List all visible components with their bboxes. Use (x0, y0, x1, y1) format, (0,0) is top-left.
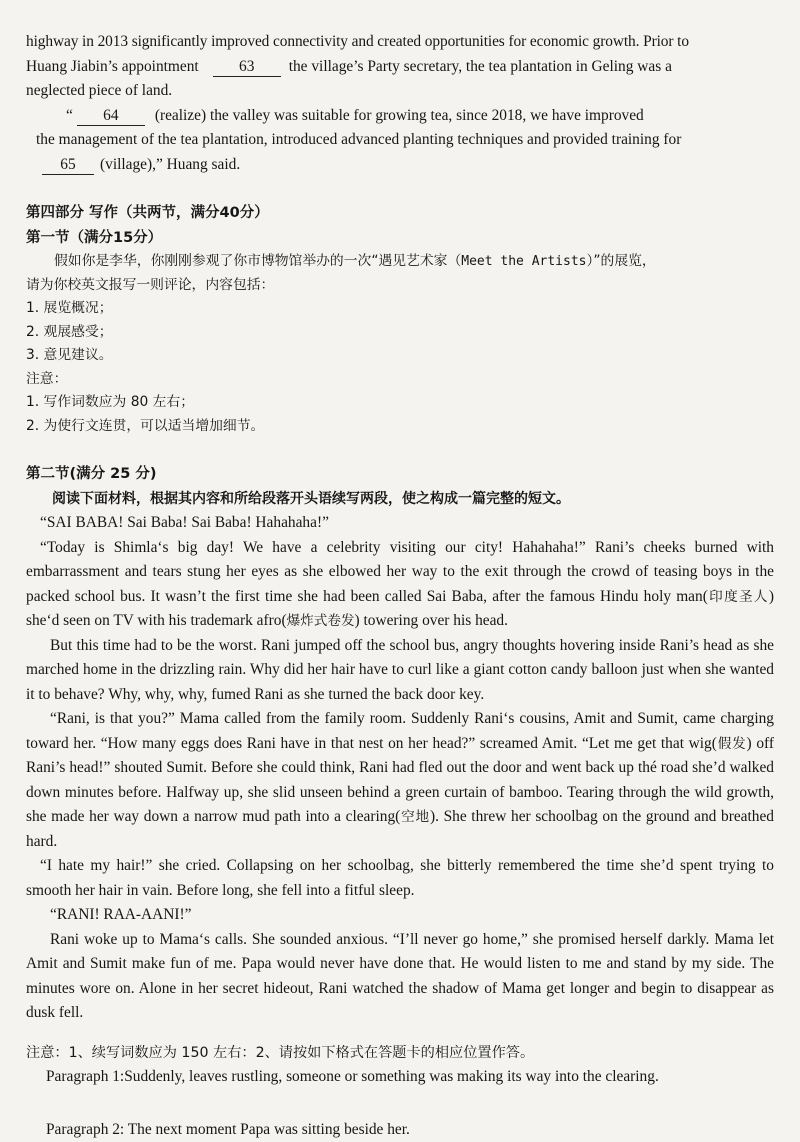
cloze-line: the management of the tea plantation, introduced advanced planting techniques and provided training for (26, 128, 774, 153)
cloze-text: (village),” Huang said. (100, 156, 240, 173)
story-paragraph: “SAI BABA! Sai Baba! Sai Baba! Hahahaha!” (26, 511, 774, 536)
story-text: ) she‘d seen on TV with his trademark afro( (26, 588, 774, 630)
story-text: ) towering over his head. (355, 612, 508, 629)
story-paragraph (26, 707, 774, 854)
content-point: 1. 展览概况； (26, 297, 774, 321)
story-paragraph (26, 536, 774, 634)
cloze-text: (realize) the valley was suitable for growing tea, since 2018, we have improved (155, 107, 644, 124)
continuation-writing (26, 462, 774, 1142)
cloze-line: highway in 2013 significantly improved connectivity and created opportunities for economic growth. Prior to (26, 30, 774, 55)
section-heading: 第二节(满分 25 分) (26, 462, 774, 487)
cloze-line (26, 153, 774, 178)
note-label: 注意： (26, 368, 774, 392)
story-paragraph: But this time had to be the worst. Rani jumped off the school bus, angry thoughts hovering inside Rani’s head as she marched home in the drizzling rain. Why did her hair have to curl like a giant cotton candy balloon just when she wanted it to behave? Why, why, why, fumed Rani as she turned the back door key. (26, 634, 774, 708)
paragraph-2-opener: Paragraph 2: The next moment Papa was sitting beside her. (26, 1118, 774, 1142)
story-text: “Rani, is that you?” Mama called from the family room. Suddenly Rani‘s cousins, Amit and Sumit, came charging toward her. “How many eggs does Rani have in that nest on her head?” screamed Amit. “Let me get that wig( (26, 710, 774, 752)
story-paragraph: “RANI! RAA-AANI!” (26, 903, 774, 928)
exhibition-name: Meet the Artists (461, 254, 586, 269)
story-paragraph: “I hate my hair!” she cried. Collapsing on her schoolbag, she bitterly remembered the time she’d spent trying to smooth her hair in vain. Before long, she fell into a fitful sleep. (26, 854, 774, 903)
cloze-line: neglected piece of land. (26, 79, 774, 104)
cloze-text: Huang Jiabin’s appointment (26, 58, 199, 75)
content-point: 3. 意见建议。 (26, 344, 774, 368)
cloze-passage (26, 30, 774, 177)
story-passage (26, 511, 774, 1026)
answer-format-note: 注意：1、续写词数应为 150 左右：2、请按如下格式在答题卡的相应位置作答。 (26, 1042, 774, 1066)
section-instruction: 阅读下面材料，根据其内容和所给段落开头语续写两段，使之构成一篇完整的短文。 (26, 487, 774, 512)
cloze-text: the village’s Party secretary, the tea plantation in Geling was a (289, 58, 672, 75)
prompt-text: ）”的展览， (587, 253, 656, 269)
gloss: 爆炸式卷发 (287, 613, 355, 629)
writing-part (26, 201, 774, 438)
gloss: 假发 (717, 736, 747, 752)
story-text: ). She threw her schoolbag on the ground and breathed hard. (26, 808, 774, 850)
answer-blank-63[interactable]: 63 (213, 58, 281, 77)
writing-prompt (26, 250, 774, 274)
open-quote: “ (66, 107, 73, 124)
prompt-text: 假如你是李华，你刚刚参观了你市博物馆举办的一次“遇见艺术家（ (54, 253, 461, 269)
cloze-line (26, 55, 774, 80)
answer-blank-65[interactable]: 65 (42, 156, 94, 175)
content-point: 2. 观展感受； (26, 321, 774, 345)
story-text: ) off Rani’s head!” shouted Sumit. Before she could think, Rani had fled out the door and went back up thé road she’d walked down minutes before. Halfway up, she slid unseen behind a green curtain of bamboo. Tearing through the wild growth, she made her way down a narrow mud path into a clearing( (26, 735, 774, 826)
section-heading: 第一节（满分15分） (26, 226, 774, 251)
story-text: “Today is Shimla‘s big day! We have a celebrity visiting our city! Hahahaha!” Rani’s cheeks burned with embarrassment and tears stung her eyes as she elbowed her way to the exit through the crowd of teasing boys in the packed school bus. It wasn’t the first time she had been called Sai Baba, after the famous Hindu holy man( (26, 539, 774, 605)
gloss: 空地 (400, 809, 430, 825)
story-paragraph: Rani woke up to Mama‘s calls. She sounded anxious. “I’ll never go home,” she promised herself darkly. Mama let Amit and Sumit make fun of me. Papa would never have done that. He would listen to me and stand by my side. The minutes wore on. Alone in her secret hideout, Rani watched the shadow of Mama get longer and begin to disappear as dusk fell. (26, 928, 774, 1026)
note-item: 2. 为使行文连贯，可以适当增加细节。 (26, 415, 774, 439)
answer-blank-64[interactable]: 64 (77, 107, 145, 126)
writing-prompt: 请为你校英文报写一则评论，内容包括： (26, 274, 774, 298)
gloss: 印度圣人 (708, 589, 769, 605)
note-item: 1. 写作词数应为 80 左右； (26, 391, 774, 415)
part-heading: 第四部分 写作（共两节，满分40分） (26, 201, 774, 226)
cloze-line (26, 104, 774, 129)
paragraph-1-opener: Paragraph 1:Suddenly, leaves rustling, someone or something was making its way into the clearing. (26, 1065, 774, 1090)
